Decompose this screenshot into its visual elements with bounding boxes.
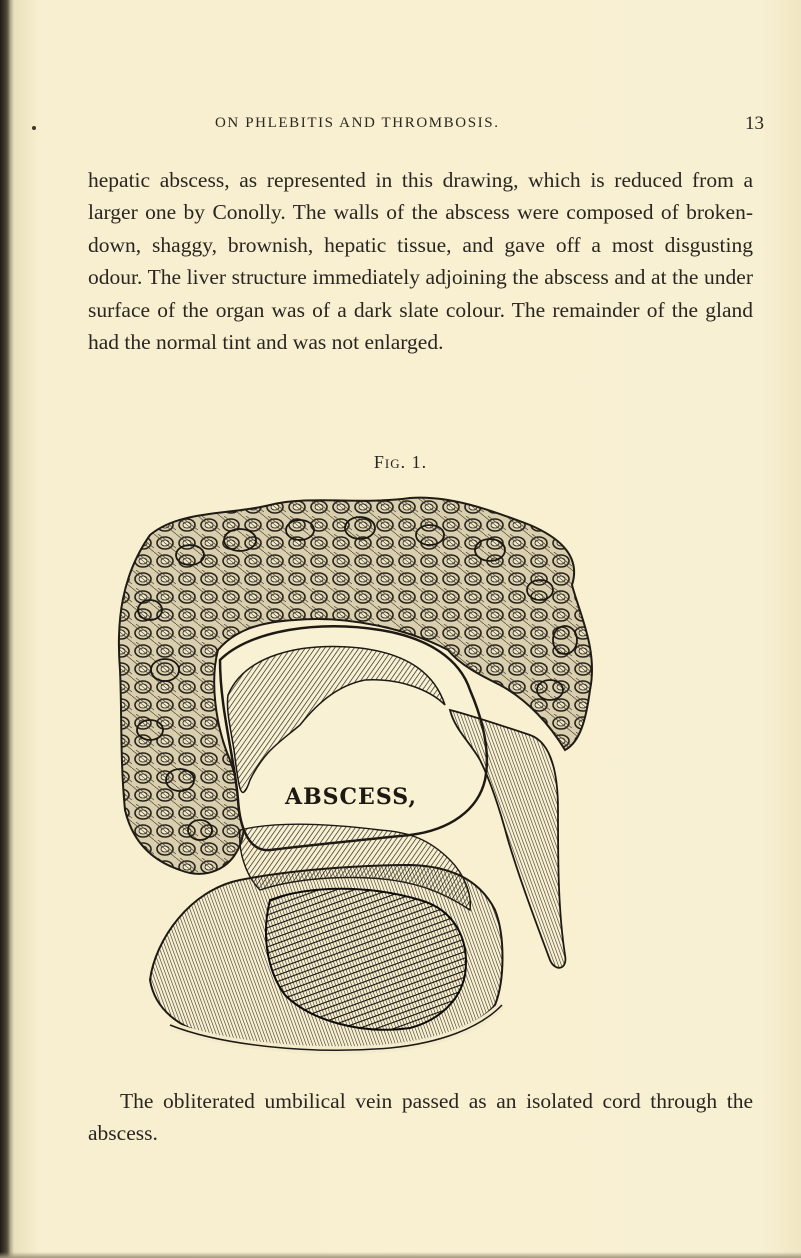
margin-mark [32,126,36,130]
figure-caption-text: Fig. 1. [373,452,428,472]
page-number: 13 [745,113,764,134]
abscess-engraving [110,480,615,1058]
running-title: ON PHLEBITIS AND THROMBOSIS. [215,115,500,131]
page-bottom-edge [0,1252,801,1258]
paragraph-1: hepatic abscess, as represented in this drawing, which is reduced from a larger one by Conolly. The walls of the abscess were composed of broken-down, shaggy, brownish, hepatic tissue, and gave off a most disgusting odour. The liver structure immediately adjoining the abscess and at the under surface of the organ was of a dark slate colour. The remainder of the gland had the normal tint and was not enlarged. [88,168,753,355]
paragraph-2: The obliterated umbilical vein passed as an isolated cord through the abscess. [88,1089,753,1146]
figure-caption [0,452,801,473]
page-binding-edge [0,0,10,1258]
abscess-label: ABSCESS, [285,784,417,810]
abscess-illustration [110,480,615,1058]
